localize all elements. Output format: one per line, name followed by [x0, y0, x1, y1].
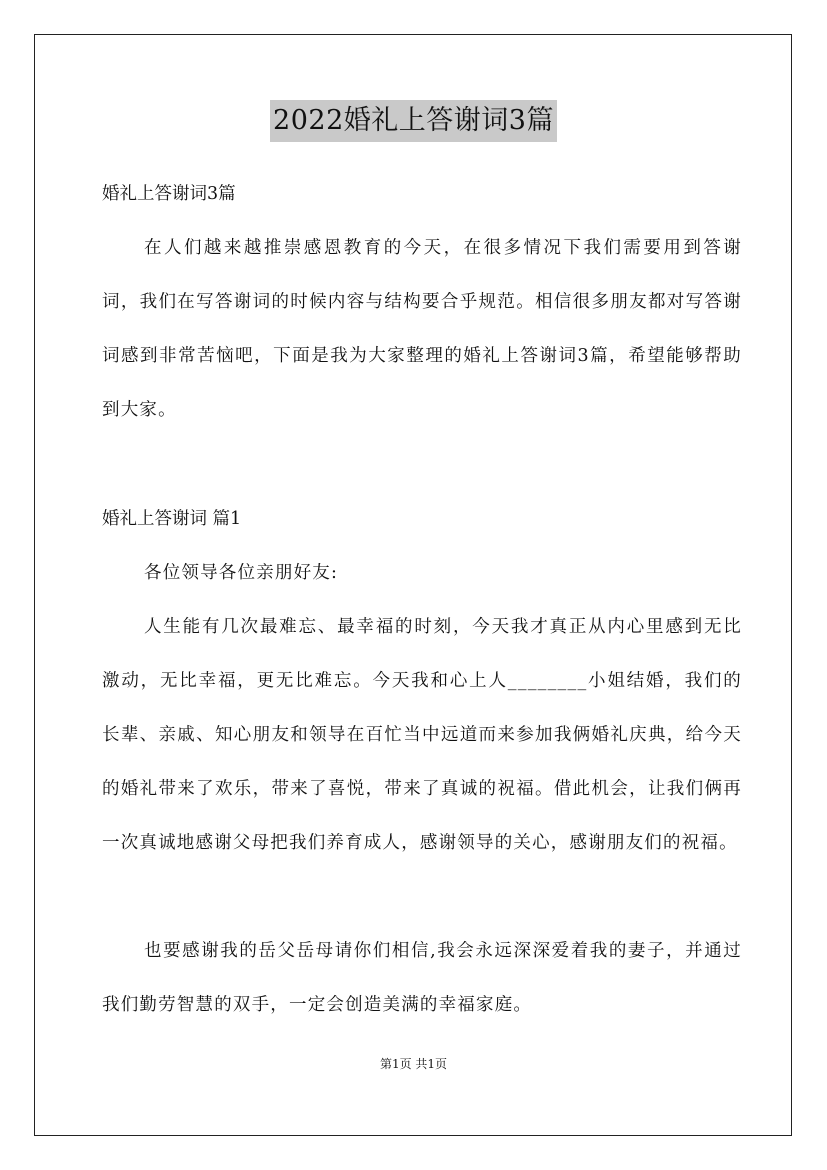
- salutation: 各位领导各位亲朋好友:: [144, 563, 339, 583]
- section-heading: 婚礼上答谢词 篇1: [102, 509, 242, 529]
- document-title: 2022婚礼上答谢词3篇: [270, 100, 557, 142]
- document-subtitle: 婚礼上答谢词3篇: [102, 184, 236, 204]
- title-container: [0, 100, 827, 142]
- body-paragraph-2: 也要感谢我的岳父岳母请你们相信,我会永远深深爱着我的妻子，并通过我们勤劳智慧的双手，一定会创造美满的幸福家庭。: [102, 941, 742, 1015]
- intro-paragraph: 在人们越来越推崇感恩教育的今天，在很多情况下我们需要用到答谢词，我们在写答谢词的时候内容与结构要合乎规范。相信很多朋友都对写答谢词感到非常苦恼吧，下面是我为大家整理的婚礼上答谢词3篇，希望能够帮助到大家。: [102, 238, 742, 420]
- body-paragraph-1: 人生能有几次最难忘、最幸福的时刻，今天我才真正从内心里感到无比激动，无比幸福，更无比难忘。今天我和心上人________小姐结婚，我们的长辈、亲戚、知心朋友和领导在百忙当中远道而来参加我俩婚礼庆典，给今天的婚礼带来了欢乐，带来了喜悦，带来了真诚的祝福。借此机会，让我们俩再一次真诚地感谢父母把我们养育成人，感谢领导的关心，感谢朋友们的祝福。: [102, 617, 742, 853]
- page-number-footer: 第1页 共1页: [379, 1057, 448, 1071]
